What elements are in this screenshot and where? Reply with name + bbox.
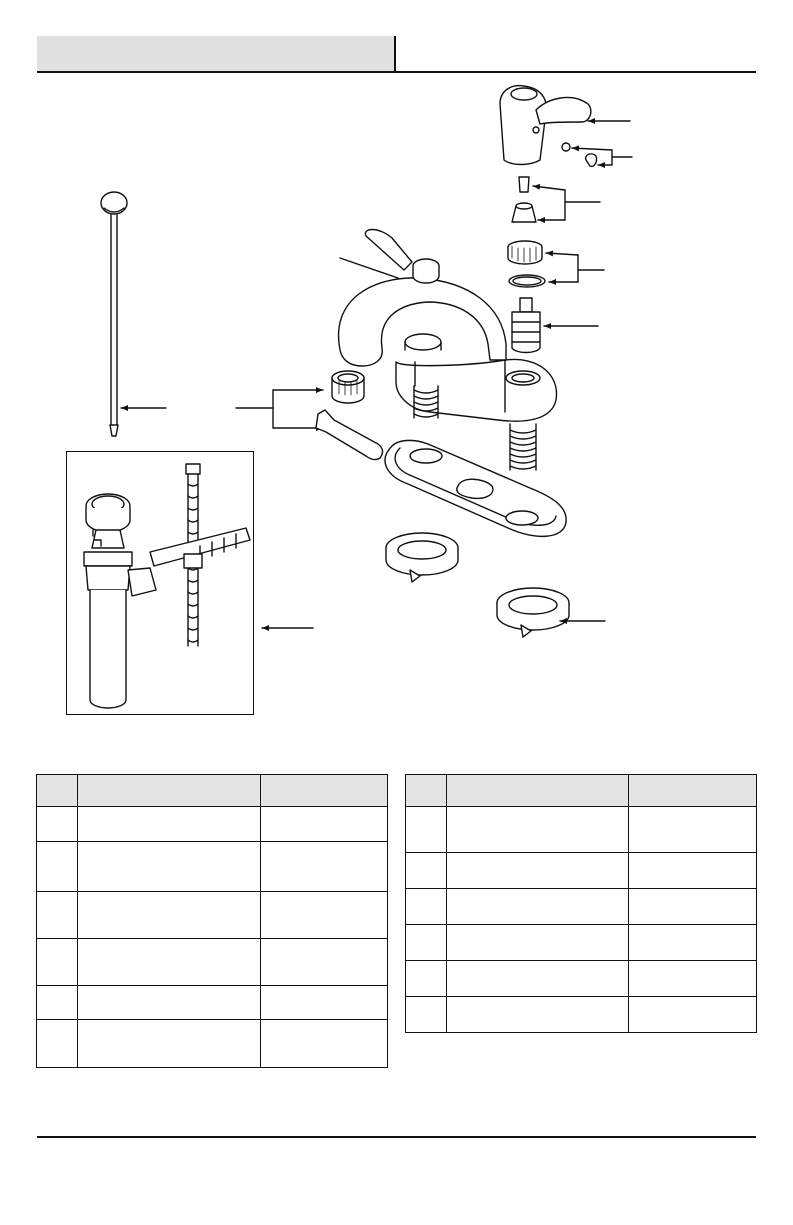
table-header-row xyxy=(406,775,757,807)
parts-table-right xyxy=(405,774,757,1033)
cell-description xyxy=(447,925,629,961)
cell-part xyxy=(37,939,78,986)
table-row xyxy=(406,889,757,925)
table-header-row xyxy=(37,775,388,807)
cell-part xyxy=(37,986,78,1020)
table-row xyxy=(37,842,388,892)
cell-description xyxy=(78,842,261,892)
cell-description xyxy=(78,1020,261,1068)
cell-part xyxy=(406,807,447,853)
header-cell-part-number xyxy=(261,775,388,807)
cell-part-number xyxy=(261,1020,388,1068)
cell-part xyxy=(37,842,78,892)
table-row xyxy=(37,939,388,986)
deck-plate-drawing xyxy=(385,440,566,536)
handle-assembly-drawing xyxy=(500,86,597,353)
drain-assembly-inset xyxy=(66,451,254,715)
cell-description xyxy=(447,961,629,997)
cell-part-number xyxy=(261,807,388,842)
footer-rule xyxy=(37,1136,756,1138)
table-row xyxy=(37,1020,388,1068)
table-row xyxy=(37,807,388,842)
parts-table-left xyxy=(36,774,388,1068)
cell-description xyxy=(447,997,629,1033)
cell-part xyxy=(406,961,447,997)
cell-description xyxy=(78,807,261,842)
cell-part-number xyxy=(261,892,388,939)
header-cell-part xyxy=(37,775,78,807)
cell-description xyxy=(447,889,629,925)
cell-description xyxy=(78,986,261,1020)
aerator-drawing xyxy=(332,371,364,403)
cell-part xyxy=(37,807,78,842)
cell-part xyxy=(37,1020,78,1068)
gasket-left-drawing xyxy=(386,533,458,582)
table-row xyxy=(406,853,757,889)
header-cell-description xyxy=(447,775,629,807)
cell-part-number xyxy=(629,997,757,1033)
header-cell-description xyxy=(78,775,261,807)
cell-part-number xyxy=(629,853,757,889)
cell-description xyxy=(78,892,261,939)
header-divider xyxy=(394,36,396,73)
cell-part-number xyxy=(629,889,757,925)
gasket-right-drawing xyxy=(497,588,569,637)
header-cell-part-number xyxy=(629,775,757,807)
table-row xyxy=(406,997,757,1033)
table-row xyxy=(406,925,757,961)
cell-part xyxy=(406,853,447,889)
cell-description xyxy=(78,939,261,986)
cell-part xyxy=(406,997,447,1033)
cell-part-number xyxy=(629,807,757,853)
handle-callouts xyxy=(533,121,632,326)
cell-part xyxy=(406,925,447,961)
cell-part xyxy=(406,889,447,925)
table-row xyxy=(406,961,757,997)
aerator-wrench-drawing xyxy=(316,410,383,460)
cell-description xyxy=(447,853,629,889)
table-row xyxy=(406,807,757,853)
body-handle-drawing xyxy=(340,230,439,284)
cell-part-number xyxy=(261,986,388,1020)
cell-part-number xyxy=(261,842,388,892)
cell-description xyxy=(447,807,629,853)
lift-rod-drawing xyxy=(101,192,127,436)
cell-part-number xyxy=(629,925,757,961)
header-cell-part xyxy=(406,775,447,807)
aerator-callout-bracket xyxy=(236,390,323,428)
cell-part-number xyxy=(261,939,388,986)
section-header-tab xyxy=(37,36,394,72)
cell-part-number xyxy=(629,961,757,997)
cell-part xyxy=(37,892,78,939)
table-row xyxy=(37,986,388,1020)
table-row xyxy=(37,892,388,939)
